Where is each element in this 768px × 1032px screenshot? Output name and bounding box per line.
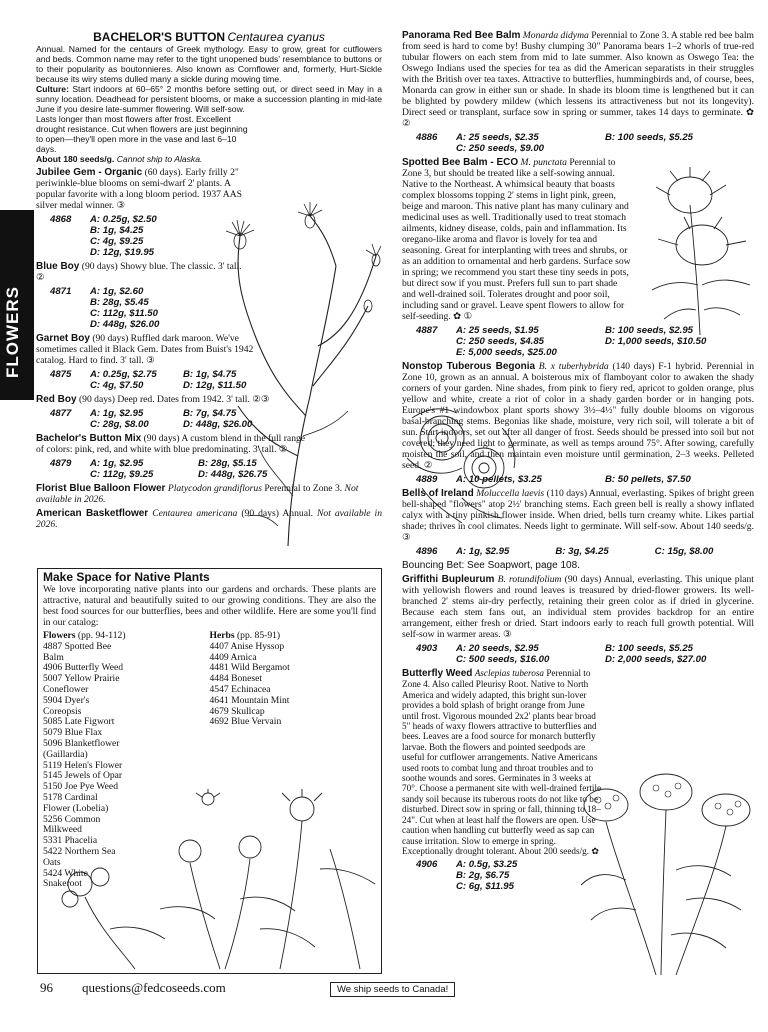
- alaska-note: Cannot ship to Alaska.: [116, 154, 203, 164]
- entry-blueboy: [36, 261, 246, 330]
- redboy-num: 4877: [50, 408, 72, 419]
- seeds-note: About 180 seeds/g.: [36, 154, 115, 164]
- griffithi-prices: [416, 643, 754, 665]
- butterfly-desc: [402, 668, 602, 856]
- panorama-text: Perennial to Zone 3. A stable red bee balm from seed is hard to come by! Bushy clumping 30" Panorama bears 1–2 whorls of true-red tubular flowers on each stem from mid to late summer. Also known as Oswego Tea: the Oswego Indians used the species for tea as did the American separatists in their struggles with the British over tea taxes. Attractive to butterflies, hummingbirds and, of course, bees, Monarda can grow in either sun or shade. In shade its bloom time is lengthened but it can be blighted by powdery mildew (which lessens its attractiveness but not its longevity). Direct seed or transplant, surface sow in spring or summer, takes 14 days to germinate. ✿ ②: [402, 30, 754, 129]
- price-item: B: 1g, $4.75: [183, 369, 237, 380]
- jubilee-text: (60 days). Early frilly 2" periwinkle-blue blooms on semi-dwarf 2' plants. A popular favorite with a long bloom period. 1937 AAS silver medal winner. ③: [36, 167, 242, 211]
- native-intro: We love incorporating native plants into our gardens and orchards. These plants are attractive, natural and beautifully suited to our growing conditions. They are also the best food sources for our butterflies, bees and other wildlife. Here are some you'll find in our catalog:: [43, 584, 376, 628]
- bells-prices: [416, 546, 754, 557]
- price-item: B: 50 pellets, $7.50: [605, 474, 691, 485]
- bachelors-title: BACHELOR'S BUTTON: [93, 30, 226, 44]
- florist-latin: Platycodon grandiflorus: [167, 483, 262, 494]
- jubilee-desc: [36, 167, 246, 211]
- panorama-prices: [416, 132, 754, 154]
- price-item: A: 1g, $2.95: [90, 408, 144, 419]
- blueboy-text: (90 days) Showy blue. The classic. 3' tall. ②: [36, 261, 242, 283]
- native-item: 4641 Mountain Mint: [209, 694, 290, 706]
- price-item: A: 0.25g, $2.50: [90, 214, 157, 225]
- panorama-latin: Monarda didyma: [522, 30, 589, 41]
- native-plants-illustration: [40, 789, 380, 971]
- price-item: C: 250 seeds, $4.85: [456, 336, 545, 347]
- price-item: C: 4g, $7.50: [90, 380, 144, 391]
- butterfly-prices: [416, 859, 602, 892]
- begonia-text: (140 days) F-1 hybrid. Perennial in Zone 10, grown as an annual. A boisterous mix of flamboyant color to awaken the shady corners of your garden. Nine shades, from pink to fiery red, apricot to golden orange, plus yellow and white, create a riot of color in a shady garden border or in hanging pots. Europe's #1 windowbox plant sports showy 3½–4½" fully double blooms on vigorous basal-branching stems. Begonias like shade, moisture, very rich soil, will tolerate a bit of sun. Start indoors, set out after all danger of frost. Seeds should be pressed into soil but not covered; they need light to germinate, as well as temps around 75°. After sowing, carefully moisten the soil, and then maintain even moisture until germination, 2–3 weeks. Pelleted seed. ②: [402, 361, 754, 471]
- begonia-illustration: [402, 398, 522, 530]
- price-item: D: 448g, $26.00: [90, 319, 160, 330]
- price-item: B: 3g, $4.25: [555, 546, 609, 557]
- native-item: 4547 Echinacea: [209, 683, 271, 695]
- native-item: 5085 Late Figwort: [43, 716, 115, 728]
- native-plants-box: [37, 568, 382, 974]
- native-item: 4692 Blue Vervain: [209, 716, 282, 728]
- price-item: A: 1g, $2.95: [90, 458, 144, 469]
- price-item: A: 25 seeds, $2.35: [456, 132, 539, 143]
- price-item: D: 448g, $26.75: [198, 469, 268, 480]
- american-name: American Basketflower: [36, 508, 149, 519]
- price-item: A: 20 seeds, $2.95: [456, 643, 539, 654]
- native-item: 5424 White Snakeroot: [43, 867, 88, 890]
- section-tab-label: FLOWERS: [3, 286, 22, 378]
- bachelors-culture: [36, 84, 382, 114]
- price-item: C: 112g, $9.25: [90, 469, 154, 480]
- price-item: B: 100 seeds, $2.95: [605, 325, 694, 336]
- butterfly-latin: Asclepias tuberosa: [474, 668, 545, 678]
- native-item: 4906 Butterfly Weed: [43, 662, 124, 674]
- price-item: A: 25 seeds, $1.95: [456, 325, 539, 336]
- blueboy-prices: [50, 286, 246, 330]
- bells-name: Bells of Ireland: [402, 488, 474, 499]
- begonia-num: 4889: [416, 474, 438, 485]
- panorama-name: Panorama Red Bee Balm: [402, 30, 521, 41]
- jubilee-name: Jubilee Gem - Organic: [36, 167, 143, 178]
- bouncing-bet-note: Bouncing Bet: See Soapwort, page 108.: [402, 560, 580, 571]
- griffithi-latin: B. rotundifolium: [497, 574, 562, 585]
- native-item: 5145 Jewels of Opar: [43, 770, 123, 782]
- price-item: E: 5,000 seeds, $25.00: [456, 347, 557, 358]
- jubilee-num: 4868: [50, 214, 72, 225]
- garnet-text: (90 days) Ruffled dark maroon. We've sometimes called it Black Gem. Dates from Buist's 1942 catalog. Hard to find. 3' tall. ③: [36, 333, 254, 366]
- florist-name: Florist Blue Balloon Flower: [36, 483, 166, 494]
- price-item: D: 12g, $11.50: [183, 380, 247, 391]
- culture-label: Culture:: [36, 84, 69, 94]
- section-tab-flowers: [0, 210, 34, 400]
- butterfly-name: Butterfly Weed: [402, 668, 473, 679]
- native-item: 5150 Joe Pye Weed: [43, 781, 118, 793]
- price-item: C: 500 seeds, $16.00: [456, 654, 550, 665]
- begonia-latin: B. x tuberhybrida: [538, 361, 609, 372]
- cornflower-illustration: [218, 196, 383, 551]
- blueboy-desc: [36, 261, 246, 283]
- jubilee-prices: [50, 214, 246, 258]
- griffithi-name: Griffithi Bupleurum: [402, 574, 495, 585]
- price-item: A: 0.25g, $2.75: [90, 369, 157, 380]
- native-item: 5079 Blue Flax: [43, 727, 103, 739]
- price-item: C: 6g, $11.95: [456, 881, 514, 893]
- butterfly-weed-illustration: [576, 770, 756, 975]
- price-item: B: 2g, $6.75: [456, 870, 510, 882]
- bachelors-lasts: Lasts longer than most flowers after frost. Excellent drought resistance. Cut when flowers are just beginning to open—they'll open more in the vase and last 6–10 days.: [36, 114, 248, 154]
- butterfly-text: Perennial to Zone 4. Also called Pleurisy Root. Native to North America and widely adapted, this bright sun-lover provides a bold splash of bright orange from June until frost. Vigorous mounded 2x2' plants bear broad 5" heads of waxy flowers attractive to butterflies and bees. Leaves are a food source for monarch butterfly larvae. Both the flowers and pointed seedpods are useful for cutflower arrangements. Native Americans used roots to combat lung and throat troubles and to soothe wounds and sores. Germinates in 3 weeks at 70°. Choose a permanent site with well-drained fertile sandy soil because its tuberous roots do not like to be disturbed. Direct sow in spring or fall, thinning to 18–24". Cut when at least half the flowers are open. Use caution when handling cut butterfly weed as sap can cause irritation. Slow to emerge in spring. Exceptionally drought tolerant. About 200 seeds/g. ✿: [402, 668, 602, 856]
- bachelors-seeds: [36, 154, 382, 164]
- american-na: Not available in 2026.: [36, 508, 383, 530]
- native-item: 5331 Phacelia: [43, 835, 98, 847]
- garnet-num: 4875: [50, 369, 72, 380]
- price-item: B: 7g, $4.75: [183, 408, 237, 419]
- native-item: 5904 Dyer's Coreopsis: [43, 694, 90, 717]
- page-number: 96: [40, 980, 53, 995]
- native-item: 4481 Wild Bergamot: [209, 662, 290, 674]
- entry-griffithi: [402, 574, 754, 640]
- price-item: D: 448g, $26.00: [183, 419, 253, 430]
- native-title: Make Space for Native Plants: [43, 570, 210, 584]
- redboy-name: Red Boy: [36, 394, 77, 405]
- contact-email-link[interactable]: questions@fedcoseeds.com: [82, 980, 226, 995]
- price-item: A: 1g, $2.60: [90, 286, 144, 297]
- price-item: C: 28g, $8.00: [90, 419, 149, 430]
- price-item: B: 28g, $5.45: [90, 297, 149, 308]
- price-item: B: 1g, $4.25: [90, 225, 144, 236]
- price-item: A: 0.5g, $3.25: [456, 859, 518, 871]
- blueboy-name: Blue Boy: [36, 261, 80, 272]
- bachelors-intro: Annual. Named for the centaurs of Greek mythology. Easy to grow, great for cutflowers and beds. Common name may refer to the tight unopened buds' resemblance to buttons or to their popularity as boutonnieres. Also known as Cornflower and, formerly, Hurt-Sickle because its wiry stems dulled many a sickle during mowing time.: [36, 44, 382, 84]
- native-item: 4679 Skullcap: [209, 705, 265, 717]
- price-item: D: 1,000 seeds, $10.50: [605, 336, 707, 347]
- price-item: A: 10 pellets, $3.25: [456, 474, 542, 485]
- native-item: 4407 Anise Hyssop: [209, 640, 285, 652]
- entry-panorama: [402, 30, 754, 129]
- american-latin: Centaurea americana: [152, 508, 238, 519]
- griffithi-text: (90 days) Annual, everlasting. This unique plant with yellowish flowers and round leaves is treasured by dried-flower growers. Its well-branched 2' stems air-dry perfectly, retaining their green color as if dried in glycerine. Because each stem fans out, an individual stem provides backdrop for an entire arrangement, either fresh or dried. Start indoors early to reach full growth potential. Will self-sow in warmer areas. ③: [402, 574, 754, 640]
- begonia-name: Nonstop Tuberous Begonia: [402, 361, 536, 372]
- native-item: 5256 Common Milkweed: [43, 813, 101, 836]
- bachelors-heading: [36, 30, 382, 44]
- price-item: C: 15g, $8.00: [654, 546, 714, 557]
- redboy-text: (90 days) Deep red. Dates from 1942. 3' tall. ②③: [78, 394, 270, 405]
- native-item: 4484 Boneset: [209, 673, 262, 685]
- price-item: C: 250 seeds, $9.00: [456, 143, 545, 154]
- spotted-latin: M. punctata: [520, 157, 567, 168]
- price-item: B: 100 seeds, $5.25: [605, 132, 694, 143]
- bee-balm-illustration: [640, 165, 758, 335]
- spotted-name: Spotted Bee Balm - ECO: [402, 157, 519, 168]
- spotted-desc: [402, 157, 632, 322]
- culture-text: Start indoors at 60–65° 2 months before setting out, or direct seed in May in a sunny location. Deadhead for persistent blooms, or make a succession planting in mid-late June if you desire late-summer flowering. Will self-sow.: [36, 84, 382, 114]
- herbs-pages: (pp. 85-91): [236, 630, 281, 641]
- native-item: 4887 Spotted Bee Balm: [43, 640, 112, 663]
- spotted-num: 4887: [416, 325, 438, 336]
- mix-text: (90 days) A custom blend in the full range of colors: pink, red, and white with blue predominating. 3' tall. ②: [36, 433, 306, 455]
- price-item: D: 12g, $19.95: [90, 247, 154, 258]
- price-item: B: 100 seeds, $5.25: [605, 643, 694, 654]
- native-item: 5007 Yellow Prairie Coneflower: [43, 673, 120, 695]
- entry-jubilee: [36, 167, 246, 258]
- flowers-head: Flowers: [43, 630, 76, 641]
- native-item: 5422 Northern Sea Oats: [43, 845, 116, 868]
- price-item: C: 112g, $11.50: [90, 308, 158, 319]
- bells-num: 4896: [416, 546, 438, 557]
- entry-butterfly: [402, 668, 602, 892]
- spotted-text: Perennial to Zone 3, but should be treated like a self-sowing annual. Native to the Northeast. A whimsical beauty that boasts complex blossoms topping 2' stems in light pink, green, beige and maroon. This native plant has many culinary and medicinal uses as well. Traditionally used to treat stomach ailments, kidney disease, colds, pain and inflammation. Its oregano-like aroma and flavor is lovely for tea and seasoning. Great for interplanting with trees and shrubs, or as an addition to ornamental and herb gardens. Surface sow in spring; we recommend you start these tiny seeds in pots, but direct sow if you must. Prefers full sun to part shade and well-drained soil. Tolerates drought and poor soil, including sand or gravel. Leave spent flowers to allow for self-seeding. ✿ ①: [402, 157, 631, 322]
- native-item: 5178 Cardinal Flower (Lobelia): [43, 791, 109, 814]
- bells-latin: Moluccella laevis: [476, 488, 545, 499]
- herbs-head: Herbs: [209, 630, 235, 641]
- florist-na: Not available in 2026.: [36, 483, 359, 505]
- price-item: B: 28g, $5.15: [198, 458, 257, 469]
- price-item: A: 1g, $2.95: [456, 546, 510, 557]
- native-item: 4409 Arnica: [209, 651, 257, 663]
- canada-shipping-badge: We ship seeds to Canada!: [330, 982, 455, 997]
- blueboy-num: 4871: [50, 286, 72, 297]
- native-item: 5096 Blanketflower (Gaillardia): [43, 737, 120, 760]
- garnet-name: Garnet Boy: [36, 333, 90, 344]
- flowers-pages: (pp. 94-112): [77, 630, 126, 641]
- bells-text: (110 days) Annual, everlasting. Spikes of bright green bell-shaped "flowers" atop 2½' branching stems. Each green bell is really a showy inflated calyx with a tiny pinkish flower inside. When dried, bells turn creamy white. Likes partial shade; thrives in cool climates. Needs light to germinate. Will self-sow. About 140 seeds/g. ③: [402, 488, 755, 543]
- butterfly-num: 4906: [416, 859, 438, 871]
- panorama-num: 4886: [416, 132, 438, 143]
- florist-text: Perennial to Zone 3.: [264, 483, 343, 494]
- american-text: (90 days) Annual.: [241, 508, 314, 519]
- entry-spotted: [402, 157, 632, 322]
- price-item: C: 4g, $9.25: [90, 236, 144, 247]
- mix-num: 4879: [50, 458, 72, 469]
- native-item: 5119 Helen's Flower: [43, 759, 123, 771]
- price-item: D: 2,000 seeds, $27.00: [605, 654, 707, 665]
- bachelors-latin: Centaurea cyanus: [227, 30, 325, 44]
- mix-name: Bachelor's Button Mix: [36, 433, 142, 444]
- griffithi-num: 4903: [416, 643, 438, 654]
